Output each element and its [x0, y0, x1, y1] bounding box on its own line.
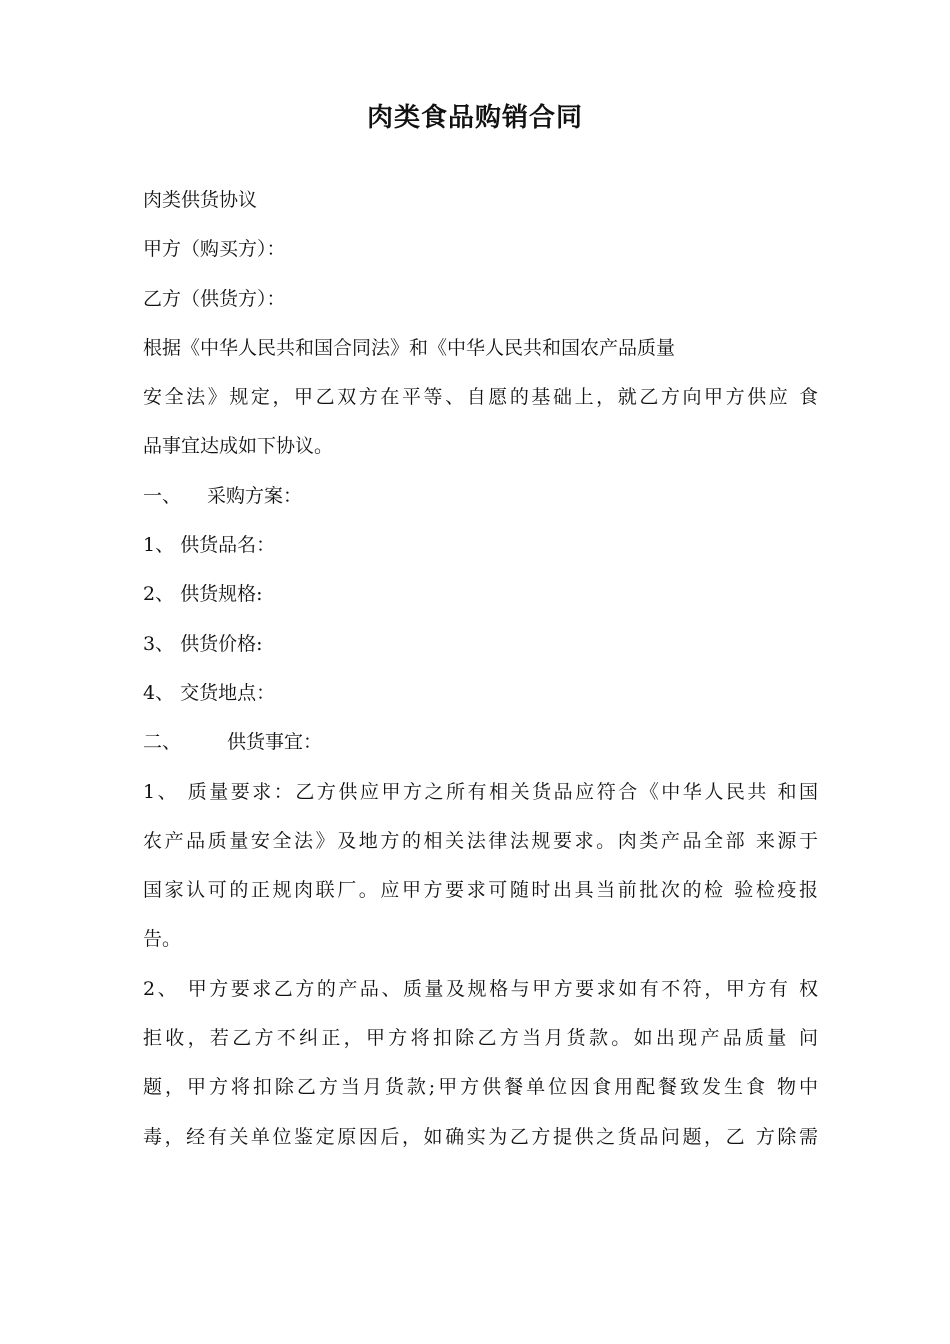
purchase-item-location: 4、 交货地点：	[143, 681, 276, 704]
section-1-heading	[143, 472, 818, 521]
section-1-title: 采购方案：	[207, 484, 303, 507]
quality-paragraph-line-1: 1、 质量要求：乙方供应甲方之所有相关货品应符合《中华人民共 和国	[143, 780, 818, 803]
agreement-subtitle: 肉类供货协议	[143, 189, 258, 211]
purchase-item-spec: 2、 供货规格:	[143, 583, 263, 606]
section-1-number: 一、	[143, 484, 182, 507]
rejection-paragraph-line-2: 拒收，若乙方不纠正，甲方将扣除乙方当月货款。如出现产品质量 问	[143, 1027, 818, 1050]
preamble-line-2: 安全法》规定，甲乙双方在平等、自愿的基础上，就乙方向甲方供应 食	[143, 386, 818, 409]
party-a-line: 甲方（购买方）：	[143, 238, 286, 261]
section-2-number: 二、	[143, 731, 182, 754]
section-2-title: 供货事宜：	[227, 731, 323, 754]
rejection-paragraph-line-3: 题，甲方将扣除乙方当月货款;甲方供餐单位因食用配餐致发生食 物中	[143, 1076, 818, 1099]
quality-paragraph-line-3: 国家认可的正规肉联厂。应甲方要求可随时出具当前批次的检 验检疫报	[143, 879, 818, 902]
document-title: 肉类食品购销合同	[366, 103, 583, 133]
purchase-item-price: 3、 供货价格:	[143, 632, 263, 655]
preamble-line-3: 品事宜达成如下协议。	[143, 435, 334, 458]
document-body	[143, 176, 818, 1162]
party-b-line: 乙方（供货方）：	[143, 287, 286, 310]
quality-paragraph-line-2: 农产品质量安全法》及地方的相关法律法规要求。肉类产品全部 来源于	[143, 829, 818, 852]
rejection-paragraph-line-4: 毒，经有关单位鉴定原因后，如确实为乙方提供之货品问题，乙 方除需	[143, 1125, 818, 1148]
section-2-heading	[143, 718, 818, 767]
purchase-item-name: 1、 供货品名：	[143, 534, 276, 557]
rejection-paragraph-line-1: 2、 甲方要求乙方的产品、质量及规格与甲方要求如有不符，甲方有 权	[143, 977, 818, 1000]
preamble-line-1: 根据《中华人民共和国合同法》和《中华人民共和国农产品质量	[143, 336, 676, 359]
quality-paragraph-line-4: 告。	[143, 928, 182, 951]
